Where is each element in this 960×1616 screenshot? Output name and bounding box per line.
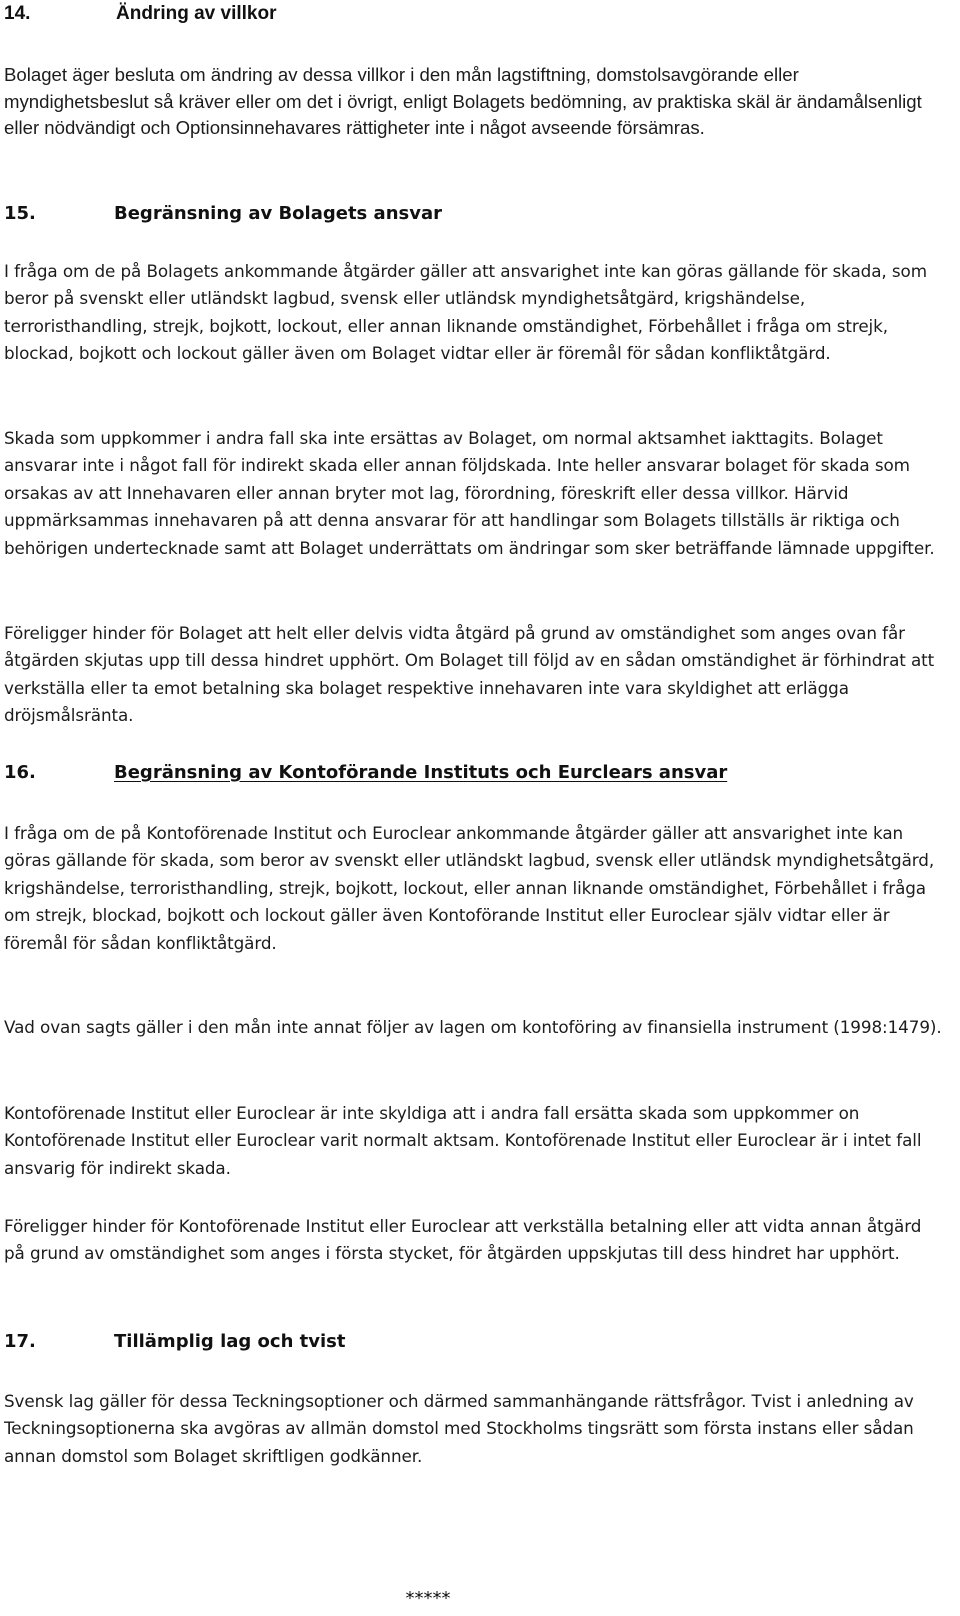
section-16-paragraph-2: Vad ovan sagts gäller i den mån inte annat följer av lagen om kontoföring av finansiella instrument (1998:1479). [4,1017,942,1037]
section-14-paragraph-1: Bolaget äger besluta om ändring av dessa villkor i den mån lagstiftning, domstolsavgörande eller myndighetsbeslut så kräver eller om det i övrigt, enligt Bolagets bedömning, av praktiska skäl är ändamålsenligt eller nödvändigt och Optionsinnehavares rättigheter inte i något avseende försämras. [4,64,922,138]
section-16-paragraph-1: I fråga om de på Kontoförenade Institut och Euroclear ankommande åtgärder gäller att ansvarighet inte kan göras gällande för skada, som beror av svenskt eller utländskt lagbud, svensk eller utländsk myndighetsåtgärd, krigshändelse, terroristhandling, strejk, bojkott, lockout, eller annan liknande omständighet, Förbehållet i fråga om strejk, blockad, bojkott och lockout gäller även Kontoförande Institut eller Euroclear själv vidtar eller är föremål för sådan konfliktåtgärd. [4,823,935,953]
section-15-heading [4,201,944,227]
section-17-heading [4,1329,944,1355]
section-title: Begränsning av Bolagets ansvar [114,203,442,224]
section-number: 16. [4,762,36,783]
section-15-paragraph-2: Skada som uppkommer i andra fall ska inte ersättas av Bolaget, om normal aktsamhet iakttagits. Bolaget ansvarar inte i något fall för indirekt skada eller annan följdskada. Inte heller ansvarar bolaget för skada som orsakas av att Innehavaren eller annan bryter mot lag, förordning, föreskrift eller dessa villkor. Härvid uppmärksammas innehavaren på att denna ansvarar för att handlingar som Bolagets tillställs är riktiga och behörigen undertecknade samt att Bolaget underrättats om ändringar som sker beträffande lämnade uppgifter. [4,428,935,558]
section-number: 17. [4,1331,36,1352]
section-15-paragraph-1: I fråga om de på Bolagets ankommande åtgärder gäller att ansvarighet inte kan göras gällande för skada, som beror på svenskt eller utländskt lagbud, svensk eller utländsk myndighetsåtgärd, krigshändelse, terroristhandling, strejk, bojkott, lockout, eller annan liknande omständighet, Förbehållet i fråga om strejk, blockad, bojkott och lockout gäller även om Bolaget vidtar eller är föremål för sådan konfliktåtgärd. [4,261,927,364]
section-16-paragraph-4: Föreligger hinder för Kontoförenade Institut eller Euroclear att verkställa betalning eller att vidta annan åtgärd på grund av omständighet som anges i första stycket, för åtgärden uppskjutas till dess hindret har upphört. [4,1216,922,1264]
section-17-paragraph-1: Svensk lag gäller för dessa Teckningsoptioner och därmed sammanhängande rättsfrågor. Tvist i anledning av Teckningsoptionerna ska avgöras av allmän domstol med Stockholms tingsrätt som första instans eller sådan annan domstol som Bolaget skriftligen godkänner. [4,1391,914,1466]
section-16-paragraph-3: Kontoförenade Institut eller Euroclear är inte skyldiga att i andra fall ersätta skada som uppkommer on Kontoförenade Institut eller Euroclear varit normalt aktsam. Kontoförenade Institut eller Euroclear är i intet fall ansvarig för indirekt skada. [4,1103,922,1178]
section-title: Tillämplig lag och tvist [114,1331,346,1352]
section-title: Ändring av villkor [116,3,277,24]
section-16-heading [4,760,944,786]
section-title: Begränsning av Kontoförande Instituts och Eurclears ansvar [114,762,728,783]
section-number: 15. [4,203,36,224]
end-marker: ***** [405,1588,451,1609]
section-number: 14. [4,3,31,24]
section-14-heading [4,1,944,27]
section-15-paragraph-3: Föreligger hinder för Bolaget att helt eller delvis vidta åtgärd på grund av omständighet som anges ovan får åtgärden skjutas upp till dessa hindret upphört. Om Bolaget till följd av en sådan omständighet är förhindrat att verkställa eller ta emot betalning ska bolaget respektive innehavaren inte vara skyldighet att erlägga dröjsmålsränta. [4,623,935,726]
